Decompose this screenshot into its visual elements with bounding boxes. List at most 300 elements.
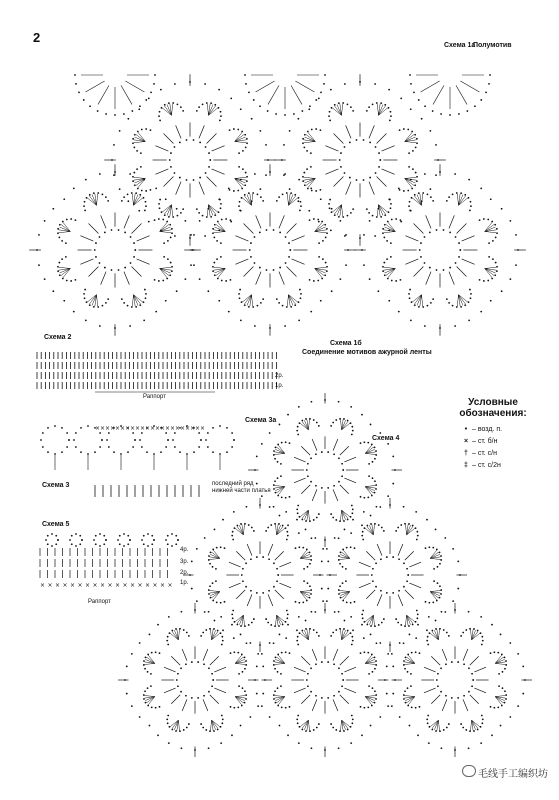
petal-dot xyxy=(400,624,402,626)
edge-dot xyxy=(204,537,206,539)
center-ring-dot xyxy=(169,159,171,161)
petal-dot xyxy=(167,722,169,724)
center-ring-dot xyxy=(177,673,179,675)
petal-dot xyxy=(208,555,210,557)
petal-dot xyxy=(307,582,309,584)
petal-dot xyxy=(93,192,95,194)
petal-dot xyxy=(465,729,467,731)
scheme-5-picot xyxy=(127,543,129,545)
petal-dot xyxy=(84,210,86,212)
petal-dot xyxy=(144,289,146,291)
edge-dot xyxy=(480,742,482,744)
center-ring-dot xyxy=(212,679,214,681)
petal-dot xyxy=(331,211,333,213)
center-ring-dot xyxy=(288,256,290,258)
edge-dot xyxy=(240,634,242,636)
petal-dot xyxy=(163,242,165,244)
fan-stitch xyxy=(59,231,71,232)
petal-dot xyxy=(329,111,331,113)
edge-dot xyxy=(468,747,470,749)
edge-dot xyxy=(181,611,183,613)
petal-dot xyxy=(448,196,450,198)
edge-dot xyxy=(160,89,162,91)
center-ring-dot xyxy=(273,229,275,231)
center-ring-dot xyxy=(133,256,135,258)
petal-dot xyxy=(217,630,219,632)
petal-dot xyxy=(427,644,429,646)
scheme-5-row-4: 4р. xyxy=(180,547,189,553)
scheme-3a-loop xyxy=(108,446,110,448)
petal-dot xyxy=(479,219,481,221)
edge-dot xyxy=(435,174,437,176)
center-ring-dot xyxy=(392,556,394,558)
petal-dot xyxy=(305,520,307,522)
petal-dot xyxy=(198,212,200,214)
edge-dot xyxy=(428,742,430,744)
petal-dot xyxy=(340,551,342,553)
petal-dot xyxy=(217,729,219,731)
scheme-5-picot xyxy=(47,535,49,537)
center-ring-dot xyxy=(94,249,96,251)
petal-dot xyxy=(244,702,246,704)
petal-dot xyxy=(221,219,223,221)
edge-dot xyxy=(129,325,131,327)
fan-stitch xyxy=(210,720,211,730)
petal-dot xyxy=(313,218,315,220)
edge-dot xyxy=(415,511,417,513)
edge-dot xyxy=(285,637,287,639)
center-ring-dot xyxy=(403,586,405,588)
center-ring-dot xyxy=(197,697,199,699)
petal-dot xyxy=(405,702,407,704)
petal-dot xyxy=(409,201,411,203)
petal-dot xyxy=(332,632,334,634)
center-ring-dot xyxy=(375,146,377,148)
petal-dot xyxy=(234,621,236,623)
stitch-spoke xyxy=(212,169,225,174)
petal-dot xyxy=(315,128,317,130)
petal-dot xyxy=(364,621,366,623)
center-ring-dot xyxy=(266,229,268,231)
edge-dot xyxy=(344,83,346,85)
petal-dot xyxy=(346,601,348,603)
edge-dot xyxy=(415,637,417,639)
petal-dot xyxy=(343,730,345,732)
petal-dot xyxy=(415,172,417,174)
sc-stitch-mark: × xyxy=(100,425,106,432)
petal-dot xyxy=(374,446,376,448)
petal-dot xyxy=(429,726,431,728)
edge-dot xyxy=(409,725,411,727)
edge-dot xyxy=(370,634,372,636)
edge-dot xyxy=(214,620,216,622)
edge-dot xyxy=(249,642,251,644)
edge-dot xyxy=(220,616,222,618)
scheme-5-picot xyxy=(105,539,107,541)
petal-dot xyxy=(169,632,171,634)
stitch-spoke xyxy=(344,478,356,483)
petal-dot xyxy=(168,216,170,218)
petal-dot xyxy=(374,656,376,658)
petal-dot xyxy=(405,656,407,658)
center-ring-dot xyxy=(197,661,199,663)
petal-dot xyxy=(86,301,88,303)
stitch-spoke xyxy=(377,594,382,606)
fan-stitch xyxy=(340,629,341,639)
edge-dot xyxy=(318,97,320,99)
edge-dot xyxy=(176,208,178,210)
center-ring-dot xyxy=(186,139,188,141)
petal-dot xyxy=(210,597,212,599)
petal-dot xyxy=(252,192,254,194)
petal-dot xyxy=(318,425,320,427)
edge-dot xyxy=(287,624,289,626)
petal-dot xyxy=(171,270,173,272)
half-motif-spoke xyxy=(268,85,279,104)
petal-dot xyxy=(368,212,370,214)
half-motif-spoke xyxy=(456,85,467,104)
petal-dot xyxy=(448,635,450,637)
petal-dot xyxy=(212,566,214,568)
edge-dot xyxy=(403,506,405,508)
petal-dot xyxy=(315,190,317,192)
scheme-3a-loop xyxy=(165,446,167,448)
petal-dot xyxy=(251,527,253,529)
center-ring-dot xyxy=(242,580,244,582)
petal-dot xyxy=(131,306,133,308)
petal-dot xyxy=(372,215,374,217)
scheme-5-picot xyxy=(47,543,49,545)
petal-dot xyxy=(419,652,421,654)
petal-dot xyxy=(427,715,429,717)
edge-dot xyxy=(193,234,195,236)
petal-dot xyxy=(495,237,497,239)
edge-dot xyxy=(374,235,376,237)
petal-dot xyxy=(167,715,169,717)
fan-stitch xyxy=(340,510,341,520)
petal-dot xyxy=(335,729,337,731)
center-ring-dot xyxy=(193,139,195,141)
petal-dot xyxy=(432,298,434,300)
petal-dot xyxy=(224,601,226,603)
edge-dot xyxy=(310,187,312,189)
petal-dot xyxy=(75,219,77,221)
half-motif-dot xyxy=(123,113,125,115)
half-motif-dot xyxy=(418,99,420,101)
petal-dot xyxy=(171,228,173,230)
petal-dot xyxy=(57,270,59,272)
petal-dot xyxy=(324,274,326,276)
center-ring-dot xyxy=(307,463,309,465)
center-ring-dot xyxy=(130,262,132,264)
sc-stitch-mark: × xyxy=(135,425,141,432)
center-ring-dot xyxy=(315,695,317,697)
petal-dot xyxy=(427,193,429,195)
petal-dot xyxy=(290,192,292,194)
petal-dot xyxy=(464,304,466,306)
fan-stitch xyxy=(457,295,458,307)
petal-dot xyxy=(363,651,365,653)
petal-dot xyxy=(198,106,200,108)
scheme-3a-loop xyxy=(226,451,228,453)
fan-stitch xyxy=(274,485,284,486)
edge-dot xyxy=(500,725,502,727)
petal-dot xyxy=(239,289,241,291)
edge-dot xyxy=(230,97,232,99)
center-ring-dot xyxy=(285,236,287,238)
stitch-spoke xyxy=(377,177,387,187)
center-ring-dot xyxy=(245,586,247,588)
petal-dot xyxy=(295,547,297,549)
edge-dot xyxy=(196,548,198,550)
petal-dot xyxy=(233,651,235,653)
edge-dot xyxy=(298,616,300,618)
petal-dot xyxy=(391,219,393,221)
petal-dot xyxy=(342,600,344,602)
sc-stitch-mark: × xyxy=(85,582,91,589)
center-ring-dot xyxy=(321,697,323,699)
petal-dot xyxy=(215,580,217,582)
stitch-spoke xyxy=(470,695,479,704)
stitch-spoke xyxy=(132,267,142,277)
fan-stitch xyxy=(308,419,309,429)
fan-stitch xyxy=(207,104,208,116)
edge-dot xyxy=(379,506,381,508)
petal-dot xyxy=(260,196,262,198)
center-ring-dot xyxy=(179,142,181,144)
edge-dot xyxy=(155,311,157,313)
center-ring-dot xyxy=(398,558,400,560)
petal-dot xyxy=(412,150,414,152)
edge-dot xyxy=(139,716,141,718)
fan-stitch xyxy=(470,629,471,639)
center-ring-dot xyxy=(199,142,201,144)
stitch-spoke xyxy=(312,439,317,451)
center-ring-dot xyxy=(209,159,211,161)
petal-dot xyxy=(206,216,208,218)
center-ring-dot xyxy=(241,574,243,576)
scheme-5-picot xyxy=(103,535,105,537)
center-ring-dot xyxy=(104,232,106,234)
half-motif-dot xyxy=(466,110,468,112)
center-ring-dot xyxy=(445,695,447,697)
petal-dot xyxy=(496,232,498,234)
petal-dot xyxy=(169,224,171,226)
petal-dot xyxy=(238,293,240,295)
scheme-5-picot xyxy=(51,533,53,535)
petal-dot xyxy=(338,216,340,218)
edge-dot xyxy=(207,290,209,292)
petal-dot xyxy=(278,625,280,627)
petal-dot xyxy=(236,624,238,626)
petal-dot xyxy=(196,208,198,210)
petal-dot xyxy=(407,654,409,656)
edge-dot xyxy=(256,693,258,695)
petal-dot xyxy=(470,293,472,295)
petal-dot xyxy=(317,280,319,282)
petal-dot xyxy=(328,203,330,205)
half-motif-dot xyxy=(449,114,451,116)
stitch-spoke xyxy=(171,656,180,665)
edge-dot xyxy=(330,229,332,231)
petal-dot xyxy=(339,585,341,587)
petal-dot xyxy=(221,644,223,646)
petal-dot xyxy=(367,442,369,444)
center-ring-dot xyxy=(380,590,382,592)
sc-stitch-mark: × xyxy=(170,425,176,432)
edge-dot xyxy=(379,642,381,644)
center-ring-dot xyxy=(472,679,474,681)
center-ring-dot xyxy=(443,229,445,231)
center-ring-dot xyxy=(406,580,408,582)
fan-stitch xyxy=(470,720,471,730)
petal-dot xyxy=(274,668,276,670)
scheme-3a-loop xyxy=(54,425,56,427)
center-ring-dot xyxy=(118,229,120,231)
sc-stitch-mark: × xyxy=(115,425,121,432)
fan-stitch xyxy=(341,205,342,217)
half-motif-dot xyxy=(105,113,107,115)
petal-dot xyxy=(310,166,312,168)
petal-dot xyxy=(380,216,382,218)
petal-dot xyxy=(240,523,242,525)
petal-dot xyxy=(352,718,354,720)
center-ring-dot xyxy=(356,139,358,141)
legend-item-dc xyxy=(460,450,497,457)
edge-dot xyxy=(374,83,376,85)
fan-stitch xyxy=(235,177,247,178)
petal-dot xyxy=(477,729,479,731)
edge-dot xyxy=(369,220,371,222)
petal-dot xyxy=(389,120,391,122)
edge-dot xyxy=(251,118,253,120)
petal-dot xyxy=(448,723,450,725)
scheme-3a-loop xyxy=(207,432,209,434)
stitch-spoke xyxy=(89,267,99,277)
edge-dot xyxy=(284,325,286,327)
scheme-3a-loop xyxy=(73,439,75,441)
petal-dot xyxy=(86,197,88,199)
petal-dot xyxy=(350,106,352,108)
petal-dot xyxy=(303,172,305,174)
edge-dot xyxy=(218,89,220,91)
petal-dot xyxy=(205,629,207,631)
petal-dot xyxy=(245,172,247,174)
center-ring-dot xyxy=(437,685,439,687)
fan-stitch xyxy=(235,663,245,664)
petal-dot xyxy=(300,201,302,203)
petal-dot xyxy=(123,302,125,304)
petal-dot xyxy=(343,628,345,630)
petal-dot xyxy=(233,707,235,709)
edge-dot xyxy=(392,693,394,695)
petal-dot xyxy=(360,496,362,498)
half-motif-dot xyxy=(413,91,415,93)
scheme-3a-loop xyxy=(101,439,103,441)
sc-stitch-mark: × xyxy=(160,582,166,589)
scheme-3a-loop xyxy=(198,446,200,448)
petal-dot xyxy=(446,632,448,634)
stitch-spoke xyxy=(409,562,421,567)
scheme-3a-loop xyxy=(231,446,233,448)
petal-dot xyxy=(213,628,215,630)
petal-dot xyxy=(277,461,279,463)
edge-dot xyxy=(246,506,248,508)
edge-dot xyxy=(131,653,133,655)
center-ring-dot xyxy=(306,679,308,681)
petal-dot xyxy=(212,270,214,272)
petal-dot xyxy=(210,102,212,104)
petal-dot xyxy=(414,194,416,196)
scheme-3a-label: Схема 3а xyxy=(245,417,277,424)
petal-dot xyxy=(362,617,364,619)
edge-dot xyxy=(287,524,289,526)
stitch-spoke xyxy=(244,224,254,234)
edge-dot xyxy=(204,611,206,613)
petal-dot xyxy=(240,625,242,627)
petal-dot xyxy=(296,718,298,720)
petal-dot xyxy=(299,726,301,728)
scheme-3a-loop xyxy=(99,432,101,434)
edge-dot xyxy=(196,600,198,602)
petal-dot xyxy=(376,216,378,218)
petal-dot xyxy=(366,110,368,112)
edge-dot xyxy=(444,611,446,613)
petal-dot xyxy=(159,199,161,201)
petal-dot xyxy=(59,274,61,276)
petal-dot xyxy=(316,422,318,424)
scheme-3a-loop xyxy=(141,432,143,434)
sc-stitch-mark: × xyxy=(175,425,181,432)
edge-dot xyxy=(361,734,363,736)
edge-dot xyxy=(138,210,140,212)
half-motif-dot xyxy=(409,74,411,76)
center-ring-dot xyxy=(458,256,460,258)
half-motif-dot xyxy=(150,91,152,93)
petal-dot xyxy=(232,539,234,541)
petal-dot xyxy=(105,302,107,304)
petal-dot xyxy=(468,301,470,303)
edge-dot xyxy=(287,414,289,416)
petal-dot xyxy=(232,617,234,619)
petal-dot xyxy=(351,715,353,717)
petal-dot xyxy=(299,289,301,291)
edge-dot xyxy=(350,406,352,408)
petal-dot xyxy=(273,488,275,490)
fan-stitch xyxy=(287,295,288,307)
stitch-spoke xyxy=(333,489,338,501)
half-motif-dot xyxy=(83,99,85,101)
petal-dot xyxy=(66,280,68,282)
scheme-5-picot xyxy=(93,539,95,541)
half-motif-dot xyxy=(275,113,277,115)
center-ring-dot xyxy=(276,568,278,570)
petal-dot xyxy=(302,180,304,182)
petal-dot xyxy=(411,301,413,303)
edge-dot xyxy=(400,97,402,99)
fan-stitch xyxy=(430,590,440,591)
petal-dot xyxy=(296,640,298,642)
petal-dot xyxy=(351,505,353,507)
petal-dot xyxy=(150,129,152,131)
petal-dot xyxy=(352,110,354,112)
edge-dot xyxy=(350,616,352,618)
petal-dot xyxy=(298,546,300,548)
fan-stitch xyxy=(171,205,172,217)
petal-dot xyxy=(296,430,298,432)
petal-dot xyxy=(354,601,356,603)
stitch-spoke xyxy=(199,182,204,195)
